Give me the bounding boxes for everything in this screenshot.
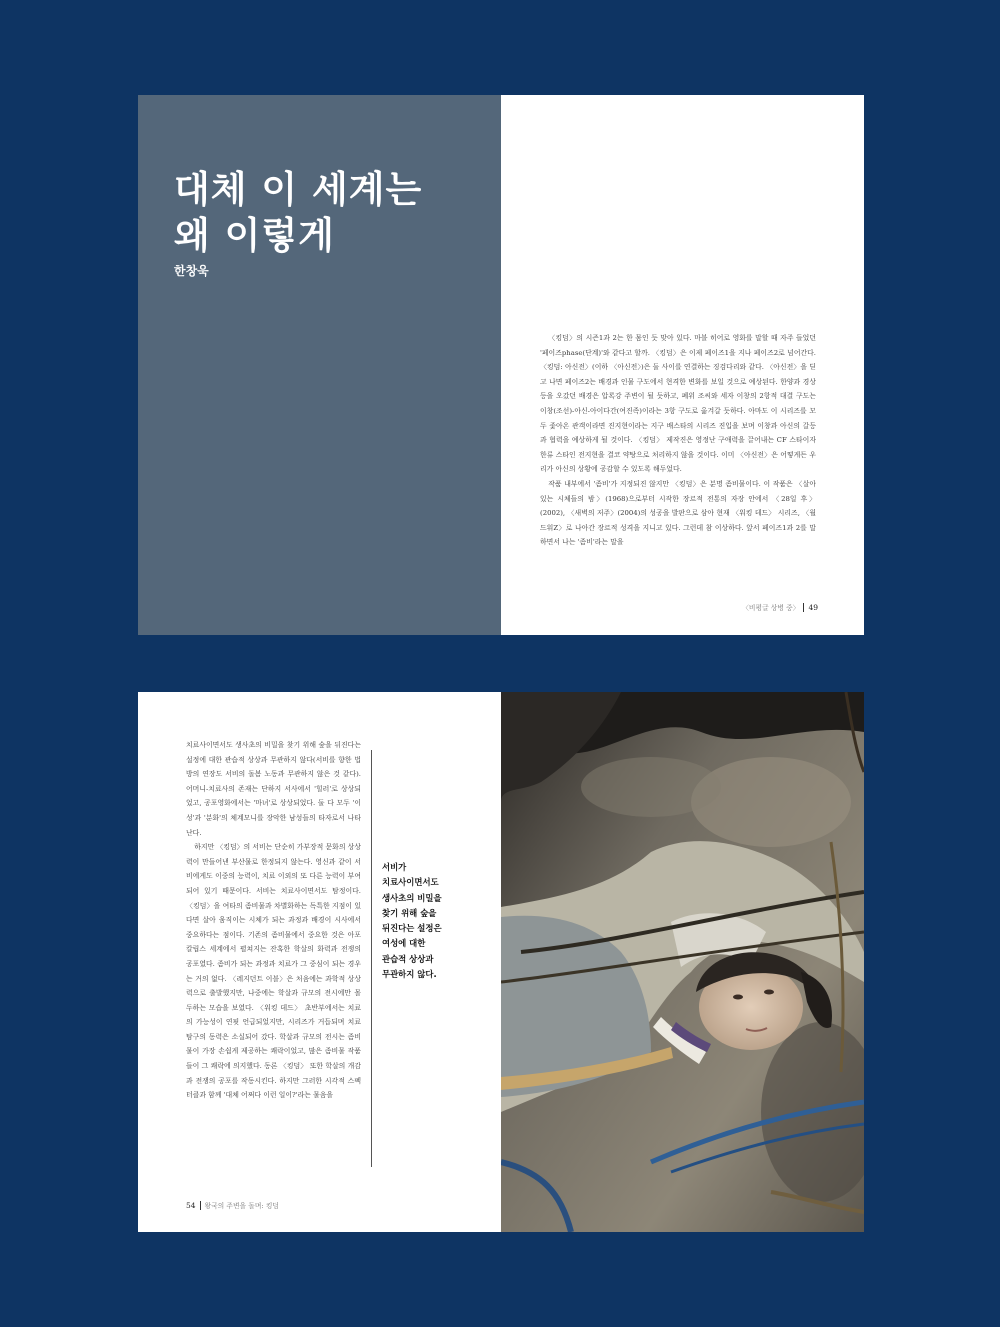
folio: [742, 602, 818, 612]
pull-quote: [382, 860, 502, 982]
spread-page-54-55: [138, 692, 864, 1232]
folio-divider: [200, 1201, 201, 1210]
pull-quote-line: 서비가: [382, 862, 407, 872]
folio-caption: 왕국의 주변을 돌며: 킹덤: [204, 1202, 279, 1210]
body-paragraph: 치료사이면서도 생사초의 비밀을 찾기 위해 숲을 뒤진다는 설정에 대한 관습적 상상과 무관하지 않다(서비를 향한 법방의 연장도 서비의 돌봄 노동과 무관하지 않은 것 같다). 어머니-치료사의 존재는 단하지 서사에서 '힐러'로 상상되었고, 공포영화에서는 '마녀'로 상상되었다. 둘 다 모두 '이성'과 '분화'의 체계모니를 장악한 남성들의 타자로서 나타난다.: [186, 741, 361, 837]
page-number: 49: [808, 602, 818, 612]
film-still-illustration: [501, 692, 864, 1232]
pull-quote-line: 생사초의 비밀을: [382, 892, 442, 903]
film-still-photo: [501, 692, 864, 1232]
pull-quote-line: 무관하지 않다.: [382, 969, 437, 980]
folio-divider: [803, 603, 804, 612]
folio: [186, 1200, 279, 1210]
pull-quote-rule: [371, 750, 372, 1167]
pull-quote-line: 관습적 상상과: [382, 953, 434, 964]
body-paragraph: 하지만 〈킹덤〉의 서비는 단순히 가부장적 문화의 상상력이 만들어낸 부산물로 한정되지 않는다. 영신과 같이 서비에게도 이중의 능력이, 치료 이외의 또 다른 능력이 부여되어 있기 때문이다. 서비는 치료사이면서도 탐정이다. 〈킹덤〉을 여타의 좀비물과 차별화하는 독특한 지점이 있다면 살아 움직이는 시체가 되는 과정과 배경이 시사에서 중요하다는 점이다. 기존의 좀비물에서 중요한 것은 아포칼립스 세계에서 펼쳐지는 잔혹한 학살의 화력과 전쟁의 공포였다. 좀비가 되는 과정과 치료가 그 중심이 되는 경우는 거의 없다. 〈레지던트 이블〉은 처음에는 과학적 상상력으로 출발했지만, 나중에는 학살과 규모의 전시에만 몰두하는 모습을 보였다. 〈워킹 데드〉 초반부에서는 치료의 가능성이 연핏 언급되었지만, 시리즈가 거듭되며 치료 탐구의 동력은 소실되어 갔다. 학살과 규모의 전시는 좀비물이 가장 손쉽게 제공하는 쾌락이었고, 많은 좀비물 작품들이 그 쾌락에 의지했다. 동론 〈킹덤〉 또한 학살의 개감과 전쟁의 공포를 작동시킨다. 하지만 그러한 시각적 스펙터클과 함께 '대체 어쩌다 이런 일이?'라는 물음을: [186, 843, 361, 1100]
article-title: [174, 167, 422, 259]
pull-quote-line: 여성에 대한: [382, 938, 426, 949]
article-body-column: [540, 331, 816, 550]
body-paragraph: 작품 내부에서 '좀비'가 지정되진 않지만 〈킹덤〉은 분명 좀비물이다. 이 작품은 〈살아있는 시체들의 밤〉(1968)으로부터 시작한 장르적 전통의 자장 안에서 〈28일 후〉(2002), 〈새벽의 저주〉(2004)의 성공을 발판으로 삼아 현재 〈워킹 데드〉 시리즈, 〈월드워Z〉로 나아간 장르적 성격을 지니고 있다. 그런데 참 이상하다. 앞서 페이즈1과 2를 말하면서 나는 '좀비'라는 말을: [540, 479, 816, 547]
spread-page-48-49: [138, 95, 864, 635]
pull-quote-line: 치료사이면서도: [382, 877, 439, 888]
article-body-column: [186, 738, 361, 1103]
title-panel: [138, 95, 501, 635]
author-name: 한창욱: [174, 264, 209, 278]
folio-caption: 〈비평글 상병 중〉: [742, 604, 800, 612]
pull-quote-line: 뒤진다는 설정은: [382, 923, 442, 934]
title-line-2: 왜 이렇게: [174, 214, 335, 257]
body-paragraph: 〈킹덤〉의 시즌1과 2는 한 몸인 듯 맞아 있다. 마블 히어로 영화를 말할 때 자주 들었던 '페이즈phase(단계)'와 같다고 할까. 〈킹덤〉은 이제 페이즈1을 지나 페이즈2로 넘어간다. 〈킹덤: 아신전〉(이하 〈아신전〉)은 둘 사이를 연결하는 징검다리와 같다. 〈아신전〉을 딛고 나면 페이즈2는 배경과 인물 구도에서 현격한 변화를 보일 것으로 예상된다. 한양과 경상 등을 오갔던 배경은 압록강 주변이 될 듯하고, 폐위 조씨와 세자 이창의 2항적 대결 구도는 이창(조선)-아신-아이다간(여진족)이라는 3항 구도로 옮겨갈 듯하다. 아마도 이 시리즈를 모두 좇아온 관객이라면 진지현이라는 지구 배스타의 시리즈 진입을 보며 이창과 아신의 갈등과 협력을 예상하게 될 것이다. 〈킹덤〉 제작진은 영정난 구애력을 끌어내는 CF 스타이자 한류 스타인 전지현을 결코 약탕으로 처리하지 않을 것이다. 이미 〈아신전〉은 어떻게든 우리가 아신의 상황에 공감할 수 있도록 해두었다.: [540, 334, 816, 474]
title-line-1: 대체 이 세계는: [174, 168, 423, 211]
page-number: 54: [186, 1200, 196, 1210]
pull-quote-line: 찾기 위해 숲을: [382, 907, 437, 918]
